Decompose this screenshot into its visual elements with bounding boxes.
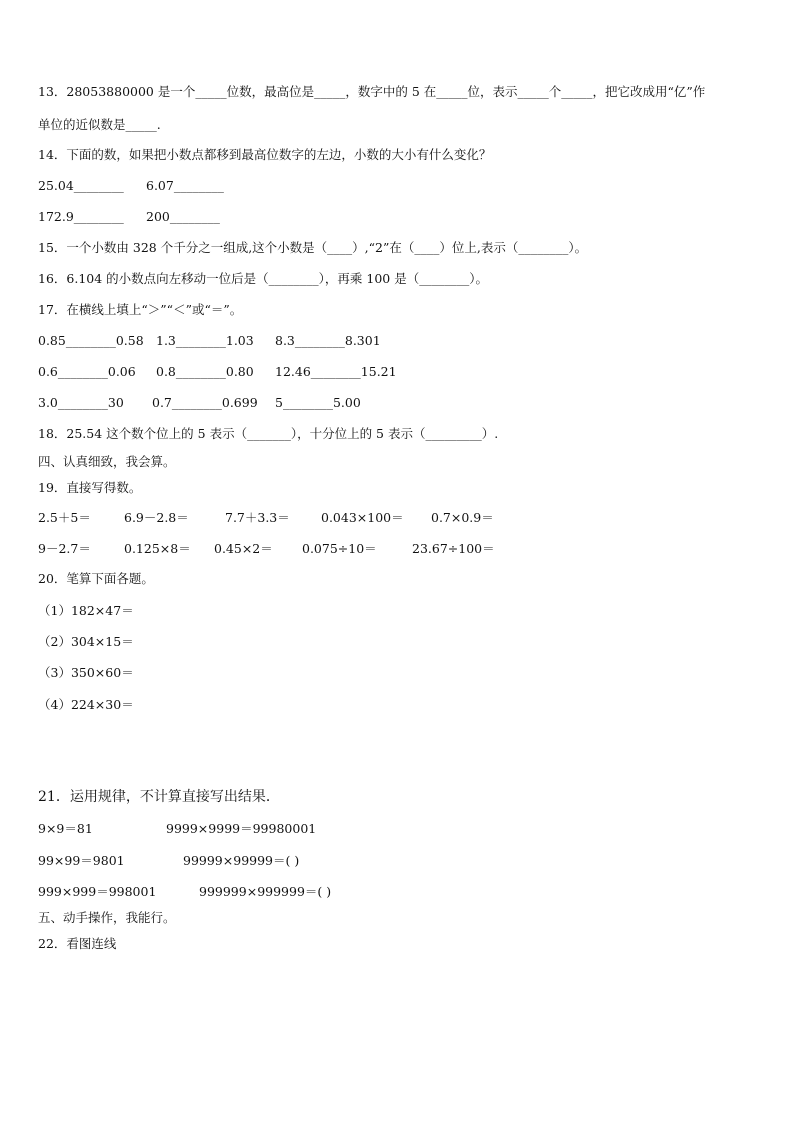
q19-item: 9－2.7＝: [38, 541, 91, 556]
q19-item: 0.7×0.9＝: [431, 510, 494, 525]
q19-item: 7.7＋3.3＝: [225, 510, 290, 525]
q20-prompt: 20．笔算下面各题。: [38, 571, 154, 586]
q21-item: 999999×999999＝( ): [199, 884, 332, 899]
q14-item: 172.9________: [38, 209, 124, 224]
q21-row-2: [38, 853, 778, 869]
q14-item: 25.04________: [38, 178, 124, 193]
q19-item: 0.125×8＝: [124, 541, 191, 556]
q14-item: 200________: [146, 209, 220, 224]
q19-item: 0.075÷10＝: [302, 541, 377, 556]
q20-item: （1）182×47＝: [38, 603, 134, 618]
q13-line2: 单位的近似数是_____.: [38, 117, 161, 132]
q20-item: （3）350×60＝: [38, 665, 134, 680]
q19-item: 2.5＋5＝: [38, 510, 91, 525]
q17-item: 0.6________0.06: [38, 364, 136, 379]
q13-line1: 13．28053880000 是一个_____位数，最高位是_____，数字中的 5 在_____位，表示_____个_____，把它改成用“亿”作: [38, 84, 706, 99]
q21-row-1: [38, 821, 778, 837]
q21-item: 99×99＝9801: [38, 853, 125, 868]
q21-item: 999×999＝998001: [38, 884, 157, 899]
q14-item: 6.07________: [146, 178, 224, 193]
q15: 15．一个小数由 328 个千分之一组成,这个小数是（____）,“2”在（____）位上,表示（________）。: [38, 240, 588, 255]
q17-item: 3.0________30: [38, 395, 124, 410]
q14-prompt: 14．下面的数，如果把小数点都移到最高位数字的左边，小数的大小有什么变化？: [38, 147, 492, 162]
q19-item: 0.043×100＝: [321, 510, 404, 525]
q17-item: 12.46________15.21: [275, 364, 397, 379]
q21-prompt: 21．运用规律，不计算直接写出结果．: [38, 789, 280, 805]
q21-item: 9999×9999＝99980001: [166, 821, 317, 836]
q17-item: 0.8________0.80: [156, 364, 254, 379]
q17-item: 1.3________1.03: [156, 333, 254, 348]
q21-row-3: [38, 884, 778, 900]
q14-row-1: [38, 178, 778, 194]
q21-item: 99999×99999＝( ): [183, 853, 300, 868]
q17-prompt: 17．在横线上填上“＞”“＜”或“＝”。: [38, 302, 243, 317]
q20-item: （4）224×30＝: [38, 697, 134, 712]
q19-item: 23.67÷100＝: [412, 541, 495, 556]
q17-row-2: [38, 364, 778, 380]
q16: 16．6.104 的小数点向左移动一位后是（________），再乘 100 是（________）。: [38, 271, 488, 286]
q17-item: 0.7________0.699: [152, 395, 258, 410]
q21-item: 9×9＝81: [38, 821, 93, 836]
section-5-heading: 五、动手操作，我能行。: [38, 910, 176, 925]
q19-item: 0.45×2＝: [214, 541, 273, 556]
q17-item: 8.3________8.301: [275, 333, 381, 348]
q19-row-2: [38, 541, 778, 557]
q18: 18．25.54 这个数个位上的 5 表示（_______），十分位上的 5 表示（_________）.: [38, 426, 499, 441]
q19-row-1: [38, 510, 778, 526]
q17-row-1: [38, 333, 778, 349]
q17-row-3: [38, 395, 778, 411]
q19-prompt: 19．直接写得数。: [38, 480, 142, 495]
q19-item: 6.9－2.8＝: [124, 510, 189, 525]
q22: 22．看图连线: [38, 936, 117, 951]
q20-item: （2）304×15＝: [38, 634, 134, 649]
q14-row-2: [38, 209, 778, 225]
section-4-heading: 四、认真细致，我会算。: [38, 454, 176, 469]
q17-item: 0.85________0.58: [38, 333, 144, 348]
q17-item: 5________5.00: [275, 395, 361, 410]
